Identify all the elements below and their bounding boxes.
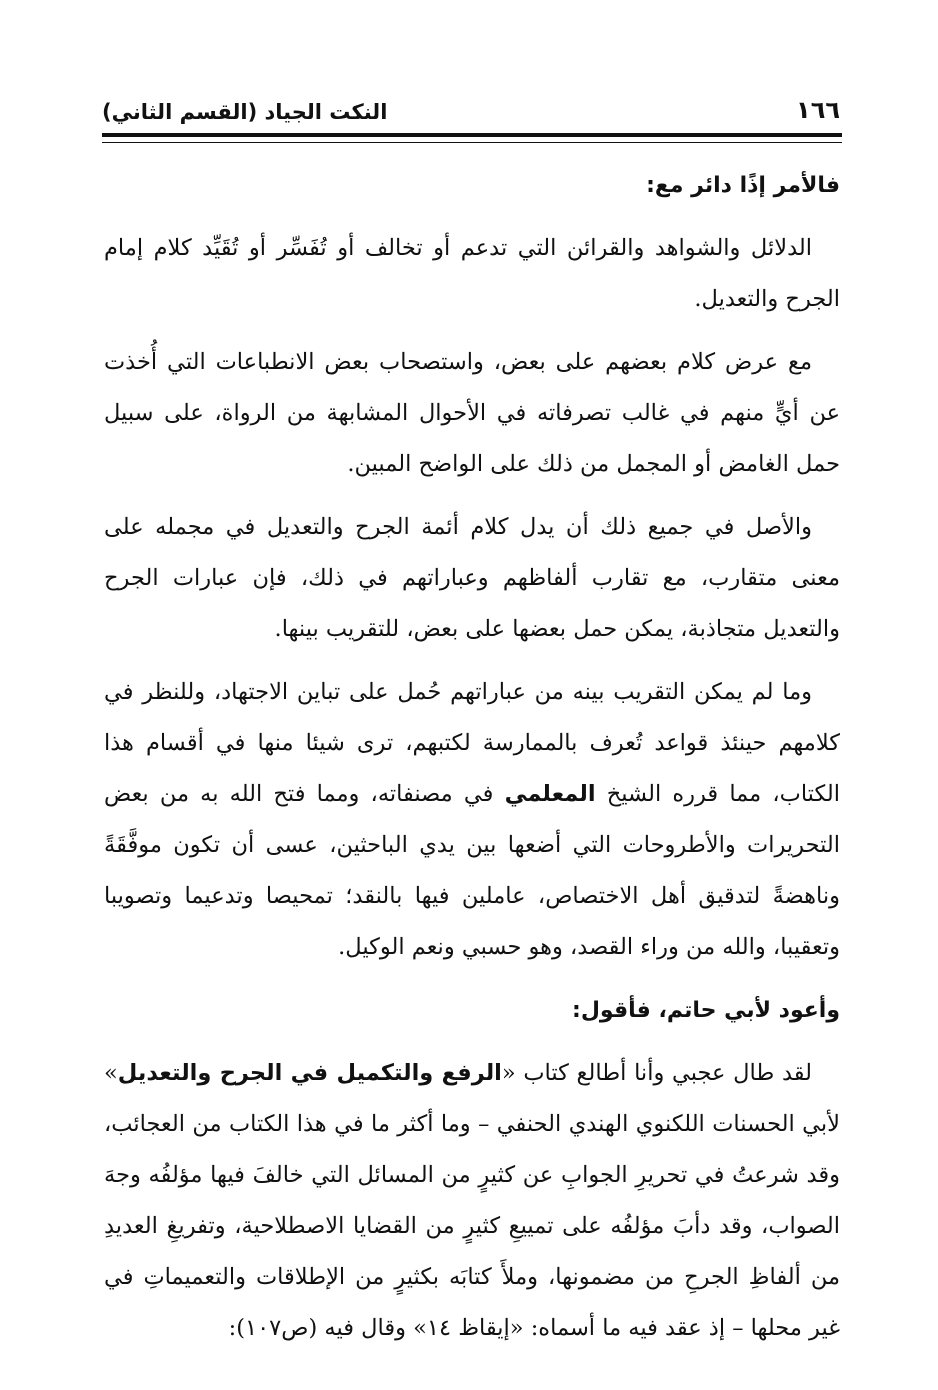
paragraph: الدلائل والشواهد والقرائن التي تدعم أو تخالف أو تُفَسِّر أو تُقَيِّد كلام إمام الجرح والتعديل. — [104, 235, 840, 312]
paragraph-text: في مصنفاته، ومما فتح الله به من بعض التحريرات والأطروحات التي أضعها بين يدي الباحثين، عسى أن تكون موفَّقَةً وناهضةً لتدقيق أهل الاختصاص، عاملين فيها بالنقد؛ تمحيصا وتدعيما وتصويبا وتعقيبا، والله من وراء القصد، وهو حسبي ونعم الوكيل. — [104, 781, 840, 960]
paragraph-text: وما لم يمكن التقريب بينه من عباراتهم حُمل على تباين الاجتهاد، وللنظر في كلامهم حينئذ قواعد تُعرف بالممارسة لكتبهم، ترى شيئا منها في أقسام هذا الكتاب، مما قرره الشيخ — [104, 679, 841, 807]
paragraph: مع عرض كلام بعضهم على بعض، واستصحاب بعض الانطباعات التي أُخذت عن أيٍّ منهم في غالب تصرفاته في الأحوال المشابهة من الرواة، على سبيل حمل الغامض أو المجمل من ذلك على الواضح المبين. — [104, 349, 840, 477]
body-text — [104, 160, 840, 1354]
paragraph-text: » لأبي الحسنات اللكنوي الهندي الحنفي – وما أكثر ما في هذا الكتاب من العجائب، وقد شرعتُ في تحريرِ الجوابِ عن كثيرٍ من المسائل التي خالفَ فيها مؤلفُه وجهَ الصواب، وقد دأبَ مؤلفُه على تمييعِ كثيرٍ من القضايا الاصطلاحية، وتفريغِ العديدِ من ألفاظِ الجرحِ من مضمونها، وملأَ كتابَه بكثيرٍ من الإطلاقات والتعميماتِ في غير محلها – إذ عقد فيه ما أسماه: «إيقاظ ١٤» وقال فيه (ص١٠٧): — [104, 1060, 840, 1341]
header-rule-thin — [102, 142, 842, 143]
book-title: النكت الجياد (القسم الثاني) — [102, 100, 388, 124]
section-heading: فالأمر إذًا دائر مع: — [646, 173, 840, 198]
bold-name: المعلمي — [504, 781, 596, 807]
page-number: ١٦٦ — [796, 96, 840, 124]
header-rule-thick — [102, 133, 842, 137]
running-header — [102, 84, 840, 124]
paragraph-text: لقد طال عجبي وأنا أطالع كتاب « — [501, 1060, 812, 1086]
paragraph: والأصل في جميع ذلك أن يدل كلام أئمة الجرح والتعديل في مجمله على معنى متقارب، مع تقارب ألفاظهم وعباراتهم في ذلك، فإن عبارات الجرح والتعديل متجاذبة، يمكن حمل بعضها على بعض، للتقريب بينها. — [104, 514, 840, 642]
book-name: الرفع والتكميل في الجرح والتعديل — [117, 1060, 502, 1086]
paragraph — [104, 667, 840, 973]
section-heading: وأعود لأبي حاتم، فأقول: — [572, 998, 840, 1023]
paragraph — [104, 1048, 840, 1354]
